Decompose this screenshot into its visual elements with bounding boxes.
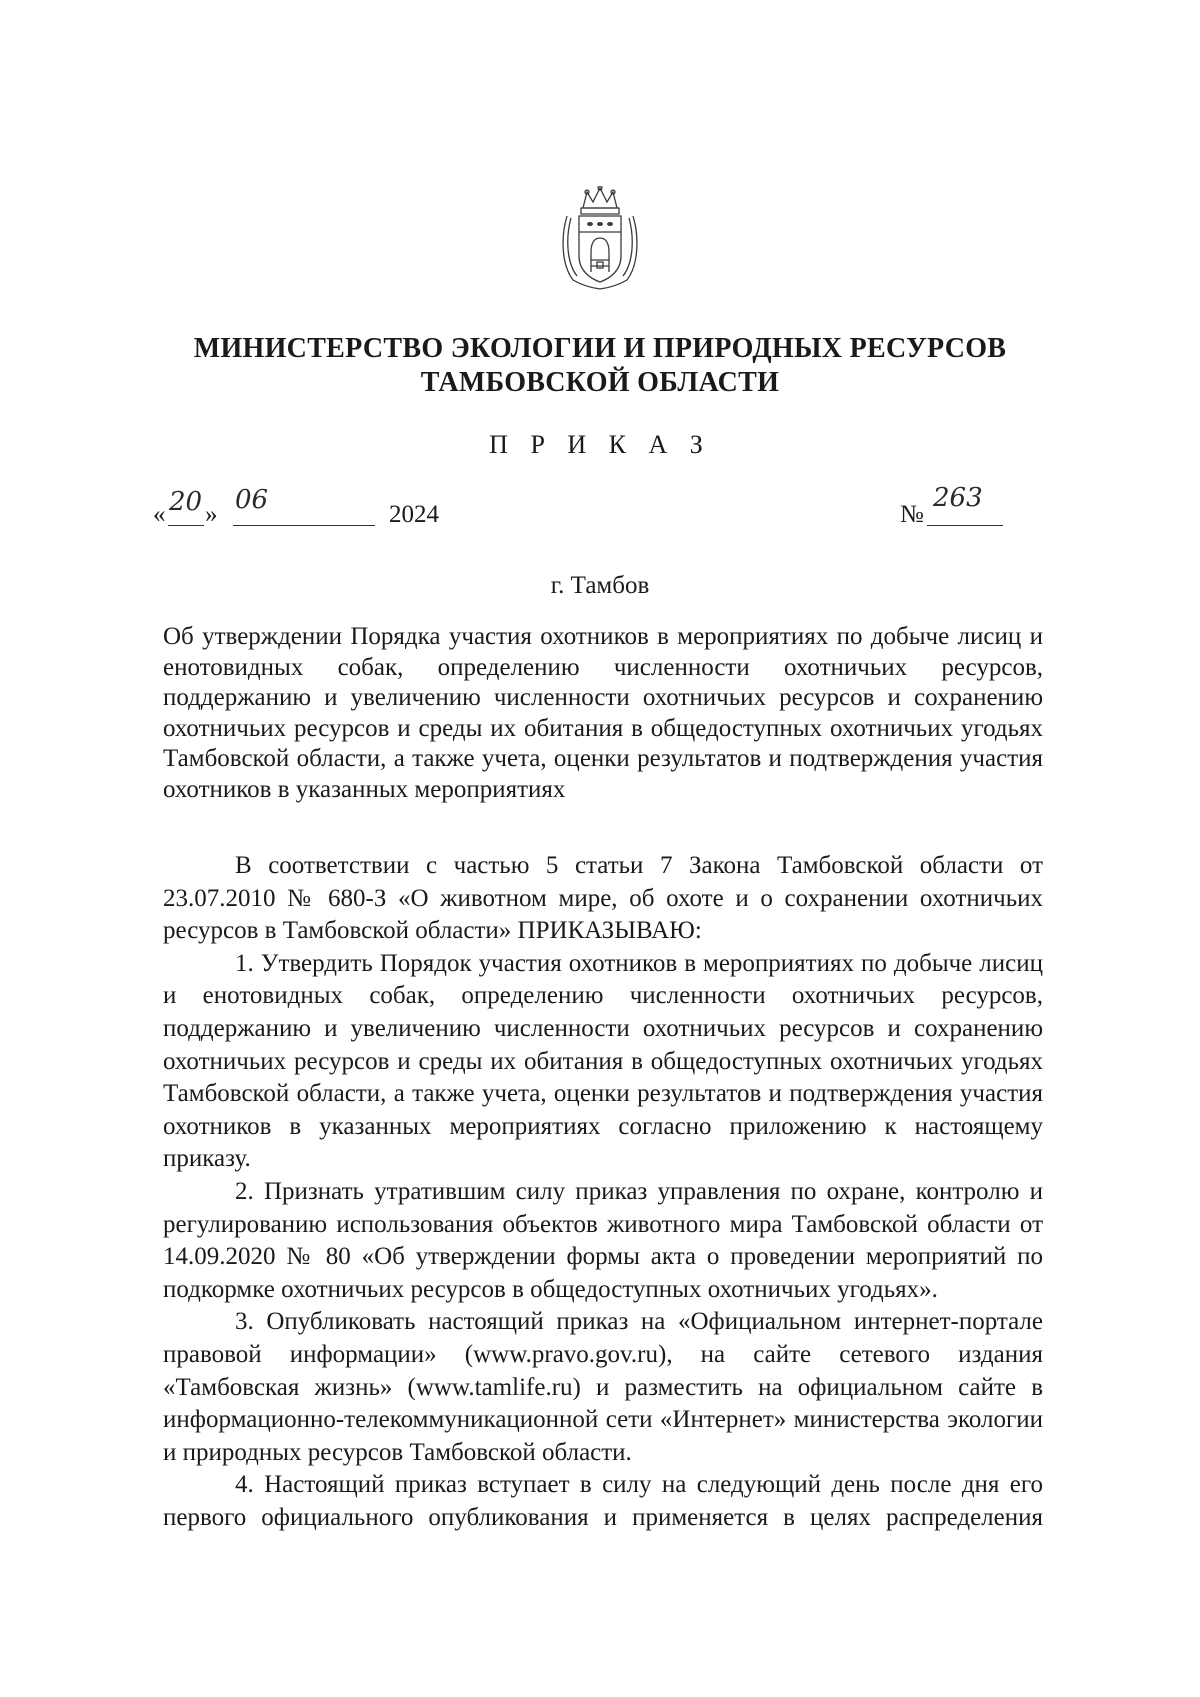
- document-type: П Р И К А З: [489, 430, 711, 459]
- order-item-4: 4. Настоящий приказ вступает в силу на следующий день после дня его первого официального опубликования и применяется в целях распределения: [163, 1471, 1043, 1531]
- order-subject: Об утверждении Порядка участия охотников в мероприятиях по добыче лисиц и енотовидных собак, определению численности охотничьих ресурсов, поддержанию и увеличению численности охотничьих ресурсов и сохранению охотничьих ресурсов и среды их обитания в общедоступных охотничьих угодьях Тамбовской области, а также учета, оценки результатов и подтверждения участия охотников в указанных мероприятиях: [163, 623, 1043, 803]
- ministry-line-1: МИНИСТЕРСТВО ЭКОЛОГИИ И ПРИРОДНЫХ РЕСУРСОВ: [193, 333, 1007, 364]
- coat-of-arms-icon: [559, 186, 641, 290]
- date-close-quote: »: [205, 501, 218, 528]
- order-number-value: 263: [933, 483, 983, 513]
- city: г. Тамбов: [550, 572, 650, 599]
- date-number-line: [153, 483, 1043, 535]
- date-year: 2024: [389, 501, 439, 528]
- ministry-heading: [150, 332, 1050, 400]
- date-day: 20: [169, 487, 203, 517]
- date-open-quote: «: [153, 501, 166, 528]
- order-body: [163, 850, 1043, 1534]
- date-month: 06: [235, 485, 269, 515]
- order-item-2: 2. Признать утратившим силу приказ управления по охране, контролю и регулированию использования объектов животного мира Тамбовской области от 14.09.2020 № 80 «Об утверждении формы акта о проведении мероприятий по подкормке охотничьих ресурсов в общедоступных охотничьих угодьях».: [163, 1177, 1043, 1303]
- date-month-underline: [233, 525, 375, 526]
- date-day-underline: [168, 525, 204, 526]
- ministry-line-2: ТАМБОВСКОЙ ОБЛАСТИ: [420, 367, 780, 398]
- order-item-1: 1. Утвердить Порядок участия охотников в мероприятиях по добыче лисиц и енотовидных собак, определению численности охотничьих ресурсов, поддержанию и увеличению численности охотничьих ресурсов и сохранению охотничьих ресурсов и среды их обитания в общедоступных охотничьих угодьях Тамбовской области, а также учета, оценки результатов и подтверждения участия охотников в указанных мероприятиях согласно приложению к настоящему приказу.: [163, 949, 1043, 1173]
- order-preamble: В соответствии с частью 5 статьи 7 Закона Тамбовской области от 23.07.2010 № 680-З «О животном мире, об охоте и о сохранении охотничьих ресурсов в Тамбовской области» ПРИКАЗЫВАЮ:: [163, 852, 1043, 945]
- order-number-underline: [927, 525, 1003, 526]
- order-number-prefix: №: [900, 501, 924, 528]
- order-item-3: 3. Опубликовать настоящий приказ на «Официальном интернет-портале правовой информации» (www.pravo.gov.ru), на сайте сетевого издания «Тамбовская жизнь» (www.tamlife.ru) и разместить на официальном сайте в информационно-телекоммуникационной сети «Интернет» министерства экологии и природных ресурсов Тамбовской области.: [163, 1308, 1043, 1466]
